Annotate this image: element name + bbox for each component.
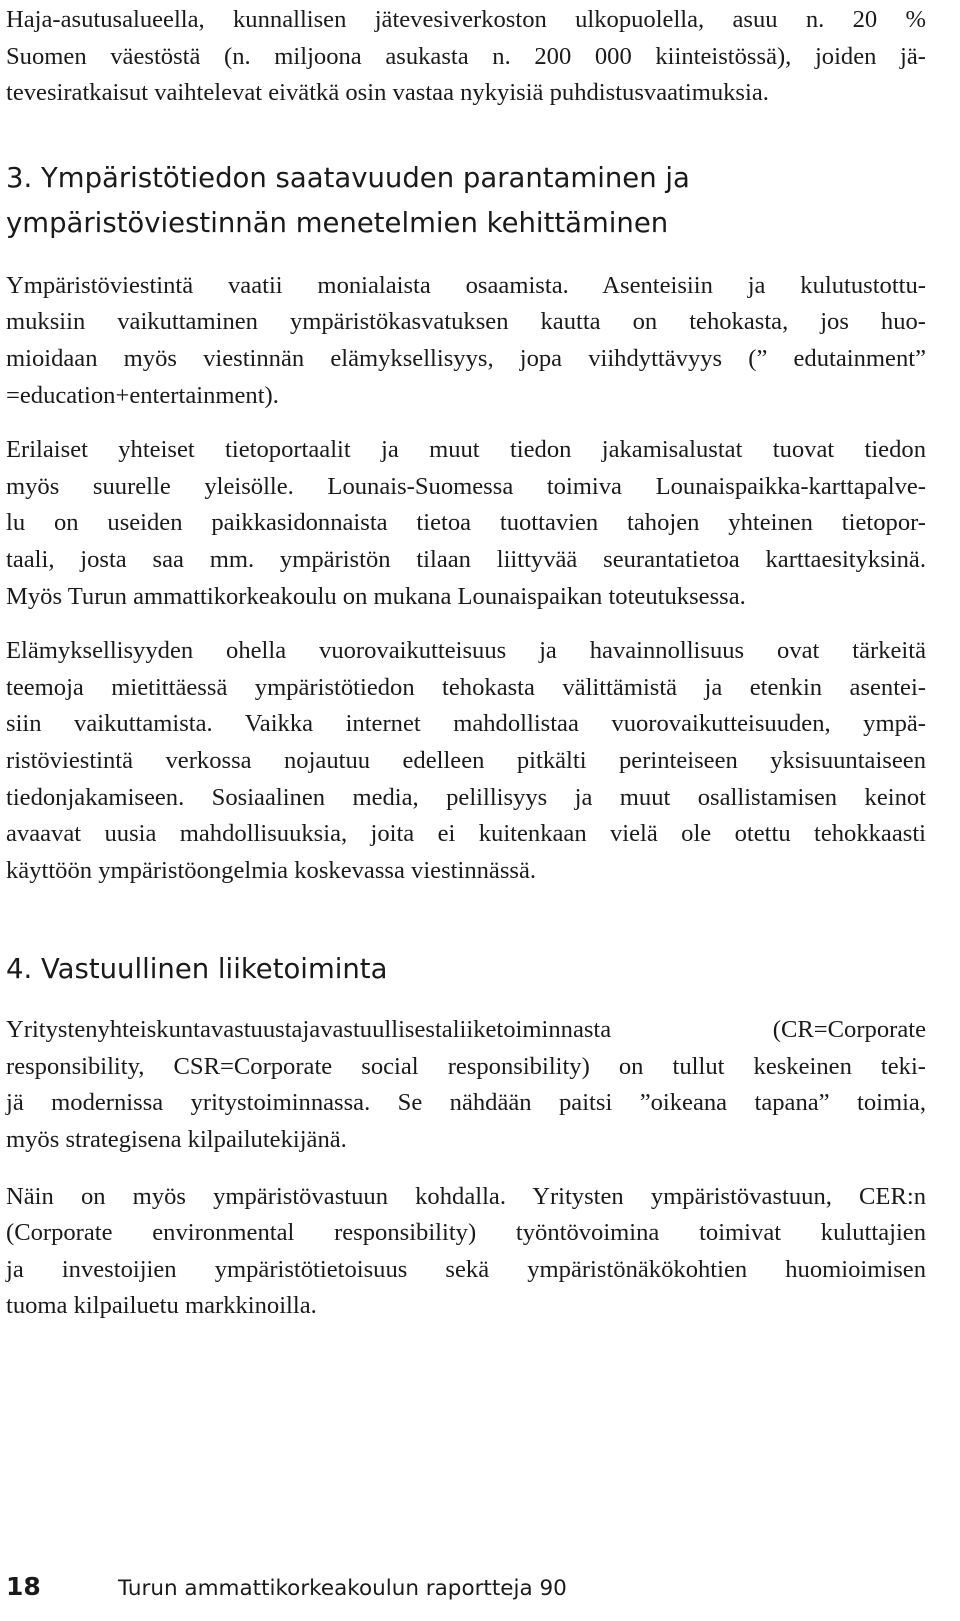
page-footer: [6, 1572, 567, 1608]
section-4-paragraph-2: [6, 1179, 926, 1325]
text-line: Haja-asutusalueella, kunnallisen jätevesiverkoston ulkopuolella, asuu n. 20 %: [6, 6, 926, 33]
text-line: Näin on myös ympäristövastuun kohdalla. Yritysten ympäristövastuun, CER:n: [6, 1182, 926, 1210]
text-line: responsibility, CSR=Corporate social responsibility) on tullut keskeinen teki-: [6, 1052, 926, 1080]
text-line: =education+entertainment).: [6, 381, 279, 409]
heading-line: 3. Ympäristötiedon saatavuuden parantaminen ja: [6, 161, 690, 194]
intro-paragraph: [6, 2, 926, 112]
text-line: Myös Turun ammattikorkeakoulu on mukana Lounaispaikan toteutuksessa.: [6, 582, 746, 610]
text-line: myös strategisena kilpailutekijänä.: [6, 1126, 347, 1154]
text-line: ristöviestintä verkossa nojautuu edelleen pitkälti perinteiseen yksisuuntaiseen: [6, 746, 926, 774]
text-line: tuoma kilpailuetu markkinoilla.: [6, 1292, 317, 1320]
text-line: Ympäristöviestintä vaatii monialaista osaamista. Asenteisiin ja kulutustottu-: [6, 271, 926, 299]
text-line: Elämyksellisyyden ohella vuorovaikutteisuus ja havainnollisuus ovat tärkeitä: [6, 637, 926, 665]
text-line: tiedonjakamiseen. Sosiaalinen media, pelillisyys ja muut osallistamisen keinot: [6, 783, 926, 811]
text-line: lu on useiden paikkasidonnaista tietoa tuottavien tahojen yhteinen tietopor-: [6, 509, 926, 537]
text-line: käyttöön ympäristöongelmia koskevassa viestinnässä.: [6, 856, 537, 884]
text-line: jä modernissa yritystoiminnassa. Se nähdään paitsi ”oikeana tapana” toimia,: [6, 1089, 926, 1117]
text-line: (Corporate environmental responsibility) työntövoimina toimivat kuluttajien: [6, 1219, 926, 1247]
text-line: taali, josta saa mm. ympäristön tilaan liittyvää seurantatietoa karttaesityksinä.: [6, 545, 926, 573]
text-line: Erilaiset yhteiset tietoportaalit ja muut tiedon jakamisalustat tuovat tiedon: [6, 436, 926, 464]
text-line: muksiin vaikuttaminen ympäristökasvatuksen kautta on tehokasta, jos huo-: [6, 308, 926, 336]
text-line: myös suurelle yleisölle. Lounais-Suomessa toimiva Lounaispaikka-karttapalve-: [6, 472, 926, 500]
page-content: [6, 0, 926, 1325]
heading-line: 4. Vastuullinen liiketoiminta: [6, 953, 388, 986]
text-line: Yritystenyhteiskuntavastuustajavastuullisestaliiketoiminnasta (CR=Corporate: [6, 1016, 926, 1044]
text-line: Suomen väestöstä (n. miljoona asukasta n. 200 000 kiinteistössä), joiden jä-: [6, 42, 926, 70]
text-line: teemoja mietittäessä ympäristötiedon tehokasta välittämistä ja etenkin asentei-: [6, 673, 926, 701]
section-3-paragraph-1: [6, 268, 926, 414]
text-line: mioidaan myös viestinnän elämyksellisyys, jopa viihdyttävyys (” edutainment”: [6, 344, 926, 372]
text-line: siin vaikuttamista. Vaikka internet mahdollistaa vuorovaikutteisuuden, ympä-: [6, 710, 926, 738]
section-4-heading: [6, 947, 926, 992]
heading-line: ympäristöviestinnän menetelmien kehittäminen: [6, 206, 669, 239]
section-3-paragraph-2: [6, 432, 926, 615]
section-4-paragraph-1: [6, 1012, 926, 1158]
text-line: avaavat uusia mahdollisuuksia, joita ei kuitenkaan vielä ole otettu tehokkaasti: [6, 820, 926, 848]
publication-title: Turun ammattikorkeakoulun raportteja 90: [118, 1576, 567, 1601]
text-line: tevesiratkaisut vaihtelevat eivätkä osin vastaa nykyisiä puhdistusvaatimuksia.: [6, 79, 769, 107]
section-3-paragraph-3: [6, 633, 926, 889]
section-3-heading: [6, 156, 926, 246]
page-number: 18: [6, 1572, 41, 1601]
text-line: ja investoijien ympäristötietoisuus sekä ympäristönäkökohtien huomioimisen: [6, 1255, 926, 1283]
